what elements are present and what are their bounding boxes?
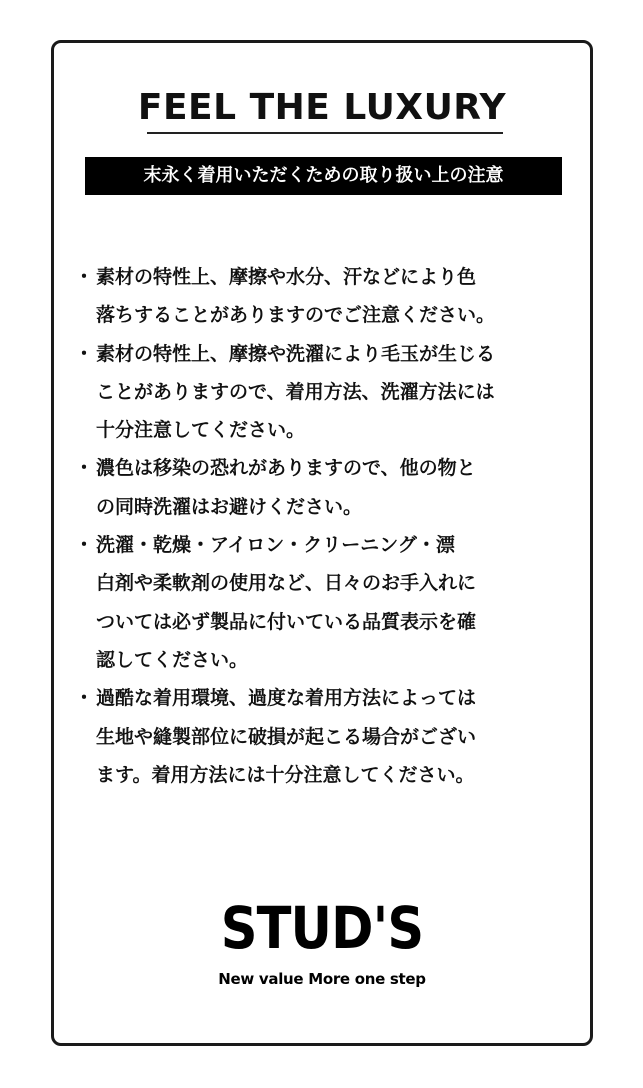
bullet-icon: ・ [74, 534, 94, 557]
care-note [72, 449, 586, 526]
care-note-line: の同時洗濯はお避けください。 [96, 495, 363, 518]
care-note-line: 落ちすることがありますのでご注意ください。 [96, 304, 496, 327]
brand-tagline: New value More one step [218, 970, 426, 988]
care-note-line: ことがありますので、着用方法、洗濯方法には [96, 380, 495, 403]
bullet-icon: ・ [74, 266, 94, 288]
care-note [72, 679, 586, 794]
care-note-line: 認してください。 [96, 648, 249, 671]
care-notes-list [72, 258, 586, 794]
bullet-icon: ・ [74, 342, 94, 365]
subtitle-banner: 末永く着用いただくための取り扱い上の注意 [85, 157, 562, 195]
bullet-icon: ・ [74, 687, 94, 710]
headline: FEEL THE LUXURY [137, 87, 507, 128]
care-note-line: 洗濯・乾燥・アイロン・クリーニング・漂 [96, 534, 455, 557]
care-note-line: ついては必ず製品に付いている品質表示を確 [96, 610, 477, 633]
bullet-icon: ・ [74, 457, 94, 480]
care-note [72, 258, 586, 335]
care-note [72, 335, 586, 450]
care-instructions-card [51, 40, 593, 1046]
care-note-line: 素材の特性上、摩擦や水分、汗などにより色 [96, 266, 477, 288]
care-note-line: 生地や縫製部位に破損が起こる場合がござい [96, 725, 477, 748]
headline-underline [147, 132, 503, 134]
care-note-line: 十分注意してください。 [96, 419, 306, 442]
care-note [72, 526, 586, 679]
care-note-line: 濃色は移染の恐れがありますので、他の物と [96, 457, 476, 480]
care-note-line: 白剤や柔軟剤の使用など、日々のお手入れに [96, 572, 477, 595]
care-note-line: ます。着用方法には十分注意してください。 [96, 763, 475, 786]
brand-logo: STUD'S [220, 894, 424, 962]
brand-logo-block [54, 896, 590, 988]
care-note-line: 素材の特性上、摩擦や洗濯により毛玉が生じる [96, 342, 496, 365]
care-note-line: 過酷な着用環境、過度な着用方法によっては [96, 687, 477, 710]
